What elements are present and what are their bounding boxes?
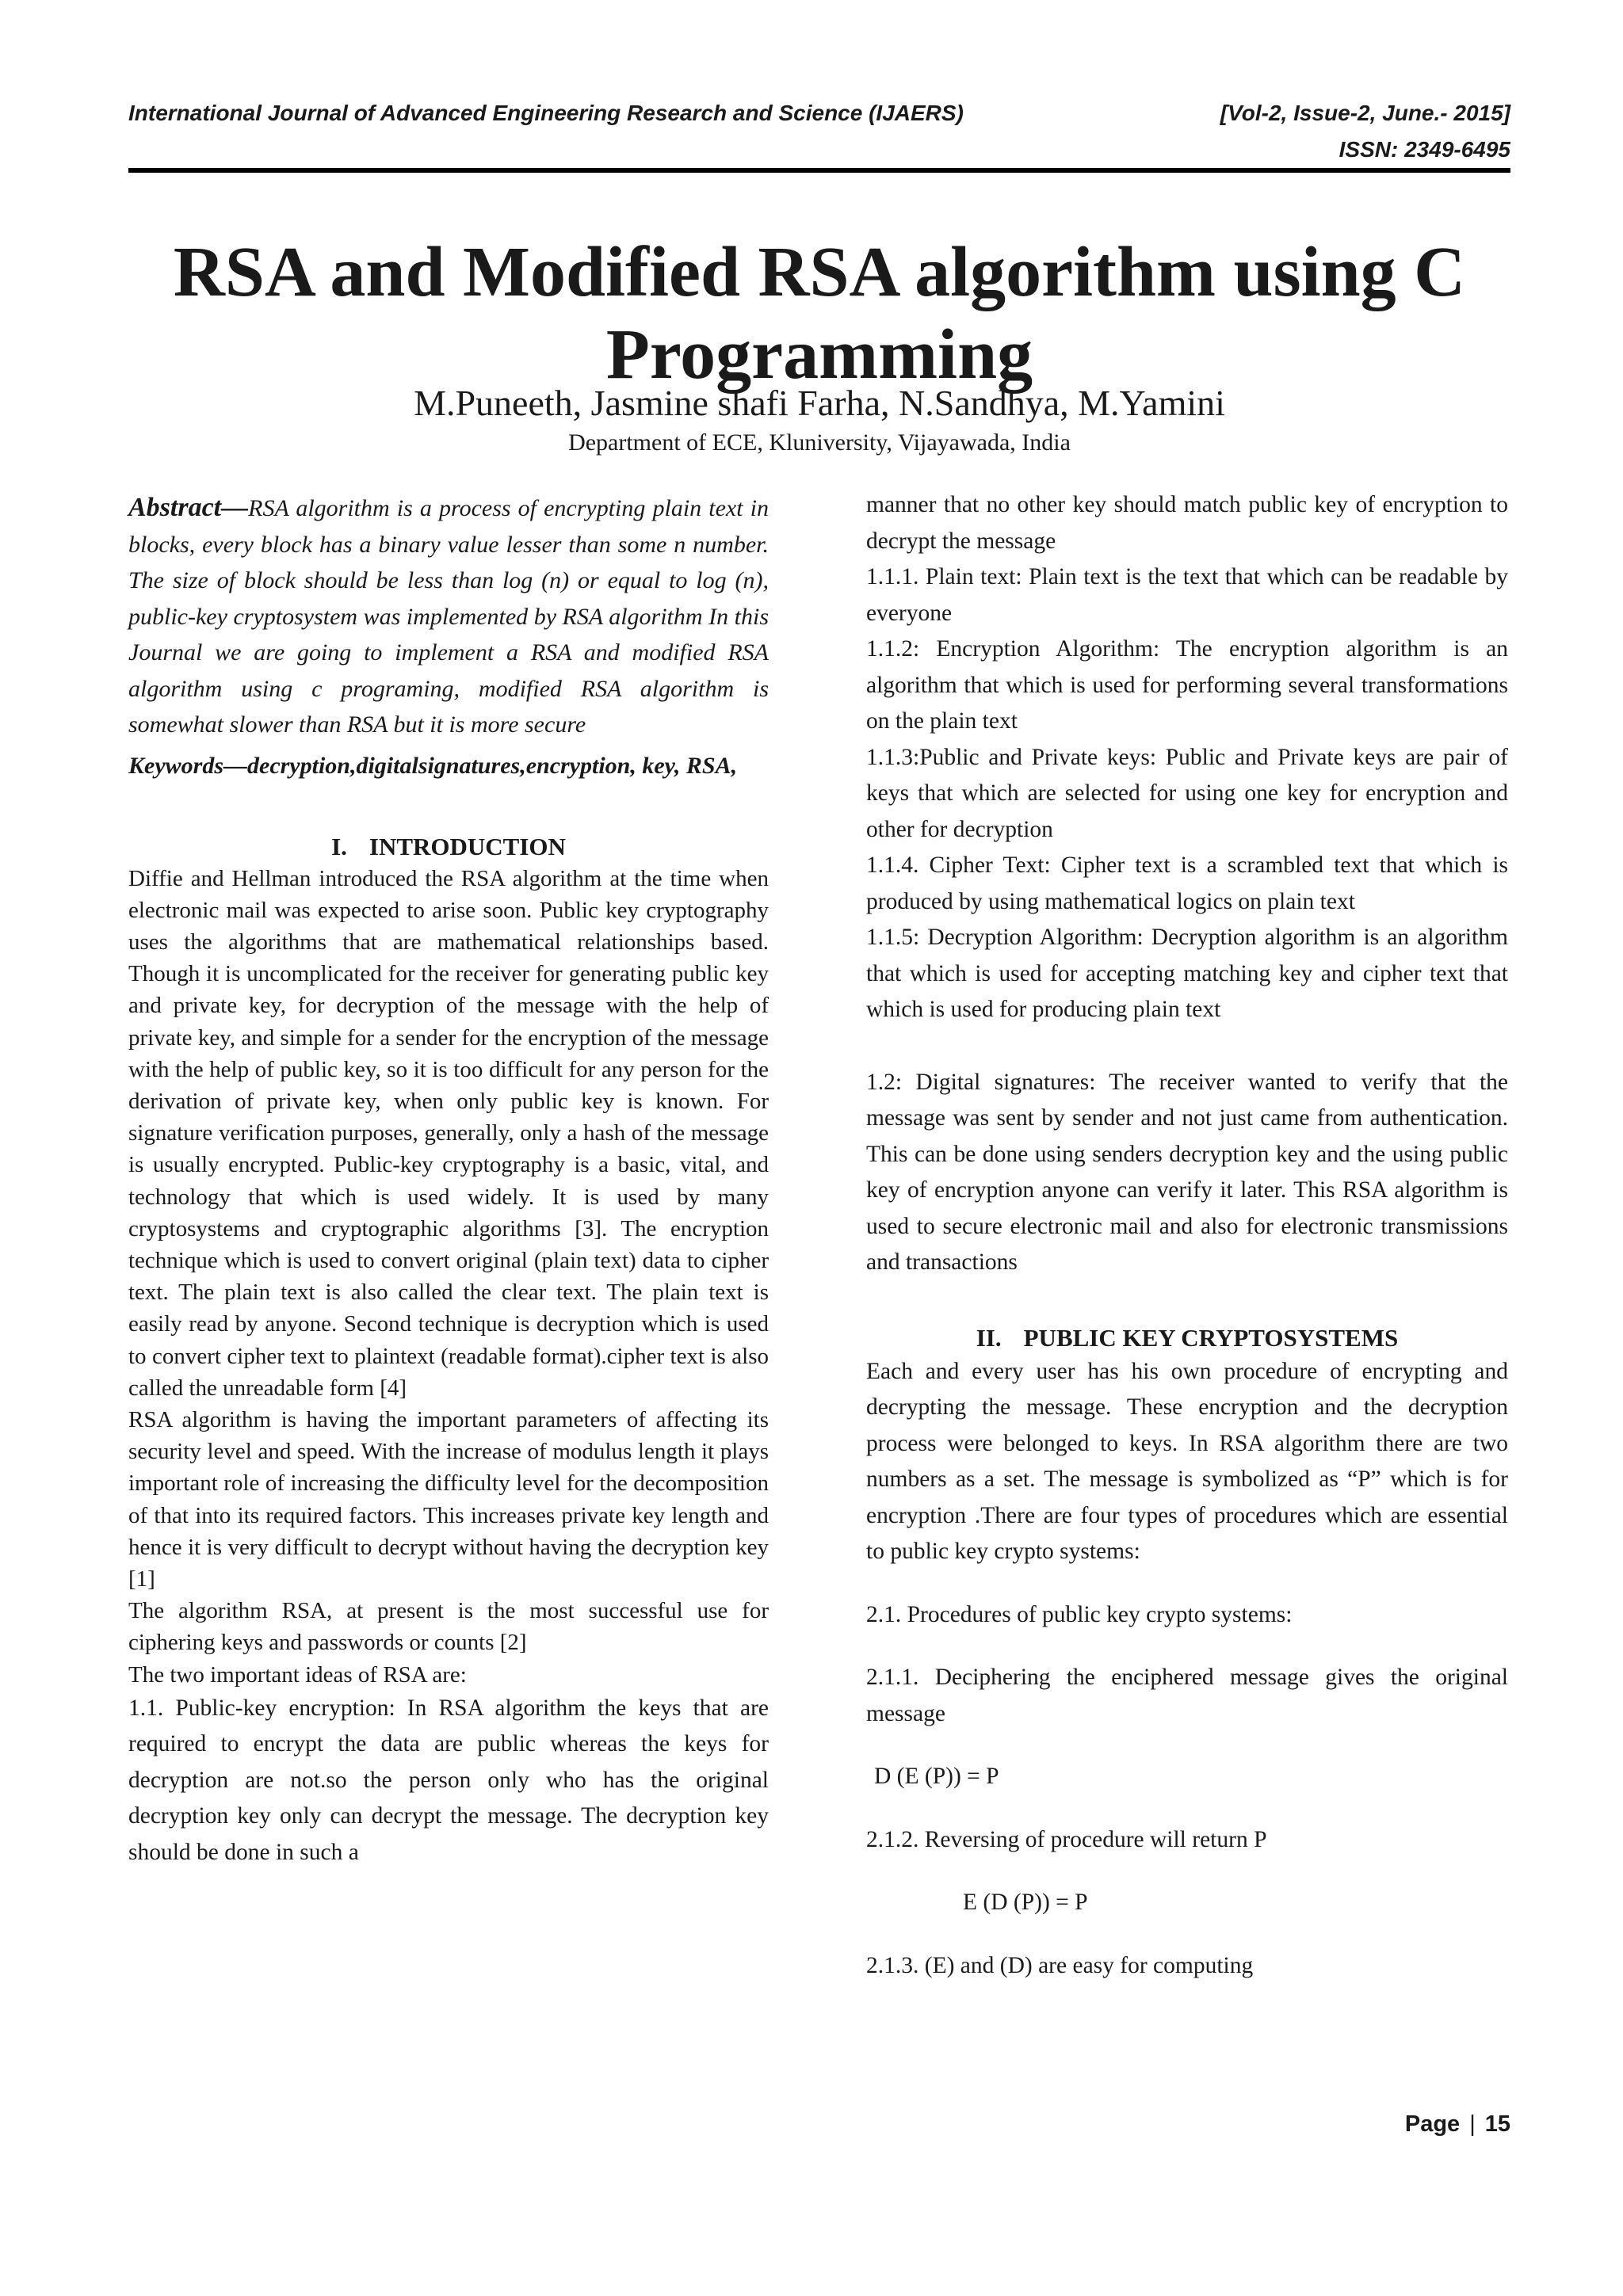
item-2-1-2: 2.1.2. Reversing of procedure will return P: [866, 1826, 1267, 1852]
intro-paragraph-1: Diffie and Hellman introduced the RSA algorithm at the time when electronic mail was expected to arise soon. Public key cryptography uses the algorithms that are mathematical relationships based. Though it is uncomplicated for the receiver for generating public key and private key, for decryption of the message with the help of private key, and simple for a sender for the encryption of the message with the help of public key, so it is too difficult for any person for the derivation of private key, when only public key is known. For signature verification purposes, generally, only a hash of the message is usually encrypted. Public-key cryptography is a basic, vital, and technology that which is used widely. It is used by many cryptosystems and cryptographic algorithms [3]. The encryption technique which is used to convert original (plain text) data to cipher text. The plain text is also called the clear text. The plain text is easily read by anyone. Second technique is decryption which is used to convert cipher text to plaintext (readable format).cipher text is also called the unreadable form [4]: [128, 865, 769, 1401]
item-2-1: 2.1. Procedures of public key crypto systems:: [866, 1601, 1293, 1627]
section-title: PUBLIC KEY CRYPTOSYSTEMS: [1023, 1323, 1399, 1352]
item-1-1-4: 1.1.4. Cipher Text: Cipher text is a scrambled text that which is produced by using mathematical logics on plain text: [866, 852, 1508, 914]
section-number: II.: [976, 1323, 1002, 1352]
authors: M.Puneeth, Jasmine shafi Farha, N.Sandhya, M.Yamini: [414, 383, 1225, 423]
page-value: 15: [1484, 2111, 1510, 2137]
paper-title: RSA and Modified RSA algorithm using C Programming: [173, 233, 1466, 394]
item-1-1-2: 1.1.2: Encryption Algorithm: The encryption algorithm is an algorithm that which is used for performing several transformations on the plain text: [866, 636, 1508, 734]
item-2-1-1: 2.1.1. Deciphering the enciphered message gives the original message: [866, 1665, 1508, 1726]
page-label: Page: [1404, 2111, 1461, 2137]
abstract-lead: Abstract—: [128, 493, 249, 522]
item-2-1-3: 2.1.3. (E) and (D) are easy for computing: [866, 1952, 1254, 1978]
continued-paragraph: manner that no other key should match public key of encryption to decrypt the message: [866, 492, 1508, 554]
page-number: [1405, 2109, 1510, 2139]
intro-paragraph-3: The algorithm RSA, at present is the most successful use for ciphering keys and passwords or counts [2]: [128, 1598, 769, 1656]
item-1-1-3: 1.1.3:Public and Private keys: Public and Private keys are pair of keys that which are selected for using one key for encryption and other for decryption: [866, 744, 1508, 842]
volume-info: [Vol-2, Issue-2, June.- 2015]: [1220, 101, 1510, 125]
header-rule: [128, 168, 1510, 173]
abstract: [128, 490, 769, 743]
intro-paragraph-5: 1.1. Public-key encryption: In RSA algorithm the keys that are required to encrypt the data are public whereas the keys for decryption are not.so the person only who has the original decryption key only can decrypt the message. The decryption key should be done in such a: [128, 1695, 769, 1865]
page-separator: |: [1469, 2111, 1476, 2137]
section-title: INTRODUCTION: [369, 832, 566, 860]
keywords: Keywords—decryption,digitalsignatures,encryption, key, RSA,: [128, 752, 738, 779]
section-heading-introduction: [128, 831, 769, 863]
abstract-text: RSA algorithm is a process of encrypting plain text in blocks, every block has a binary value lesser than some n number. The size of block should be less than log (n) or equal to log (n), public-key cryptosystem was implemented by RSA algorithm In this Journal we are going to implement a RSA and modified RSA algorithm using c programing, modified RSA algorithm is somewhat slower than RSA but it is more secure: [128, 495, 769, 738]
section-heading-public-key: [866, 1322, 1508, 1354]
item-1-2: 1.2: Digital signatures: The receiver wanted to verify that the message was sent by sender and not just came from authentication. This can be done using senders decryption key and the using public key of encryption anyone can verify it later. This RSA algorithm is used to secure electronic mail and also for electronic transmissions and transactions: [866, 1069, 1508, 1275]
issn: ISSN: 2349-6495: [1338, 137, 1510, 162]
item-1-1-5: 1.1.5: Decryption Algorithm: Decryption algorithm is an algorithm that which is used for accepting matching key and cipher text that which is used for producing plain text: [866, 925, 1508, 1022]
intro-paragraph-2: RSA algorithm is having the important parameters of affecting its security level and speed. With the increase of modulus length it plays important role of increasing the difficulty level for the decomposition of that into its required factors. This increases private key length and hence it is very difficult to decrypt without having the decryption key [1]: [128, 1406, 769, 1592]
affiliation: Department of ECE, Kluniversity, Vijayawada, India: [568, 429, 1071, 456]
equation-2: E (D (P)) = P: [963, 1890, 1088, 1915]
right-column: [866, 487, 1508, 1984]
section-number: I.: [331, 832, 347, 860]
item-1-1-1: 1.1.1. Plain text: Plain text is the text that which can be readable by everyone: [866, 564, 1508, 626]
journal-name: International Journal of Advanced Engineering Research and Science (IJAERS): [128, 101, 964, 125]
equation-1: D (E (P)) = P: [874, 1764, 999, 1789]
section2-paragraph: Each and every user has his own procedure of encrypting and decrypting the message. These encryption and the decryption process were belonged to keys. In RSA algorithm there are two numbers as a set. The message is symbolized as “P” which is for encryption .There are four types of procedures which are essential to public key crypto systems:: [866, 1358, 1508, 1564]
left-column: [128, 490, 769, 1871]
intro-paragraph-4: The two important ideas of RSA are:: [128, 1661, 467, 1688]
